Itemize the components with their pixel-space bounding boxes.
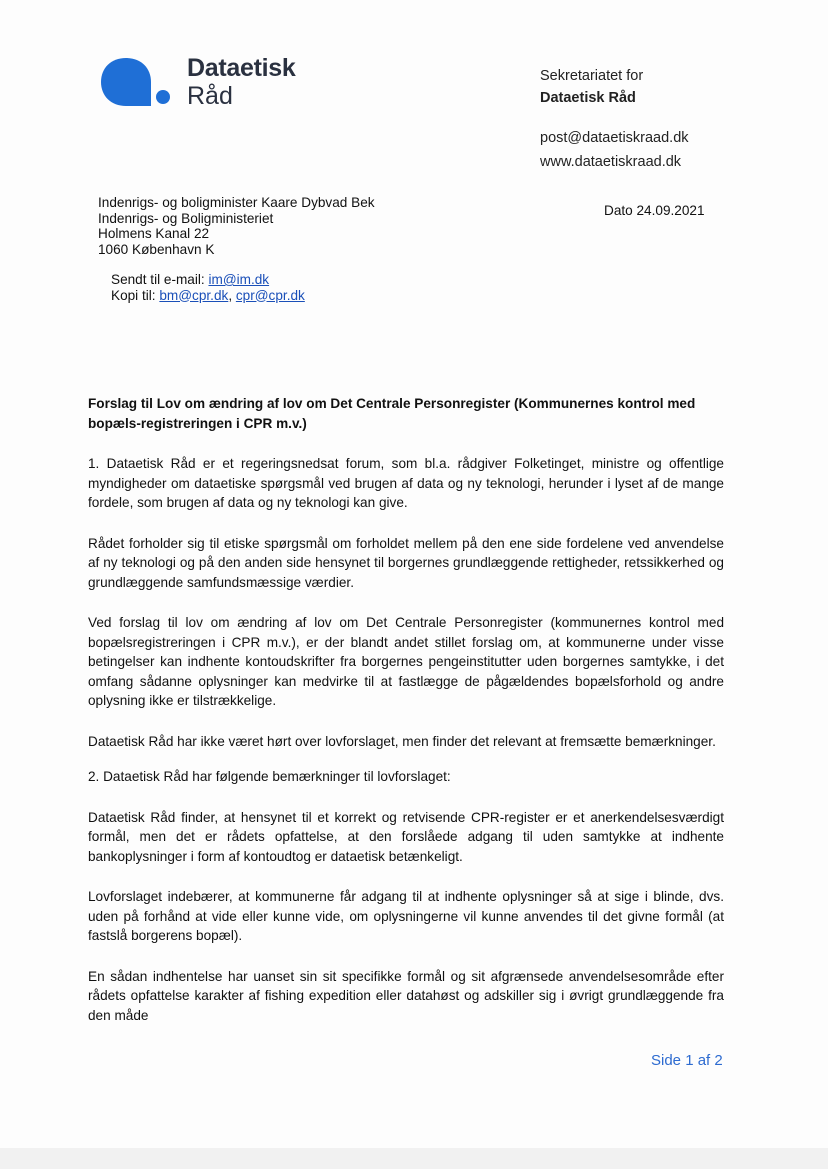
paragraph: En sådan indhentelse har uanset sin sit specifikke formål og sit afgrænsede anvendelsesområde efter rådets opfattelse karakter af fishing expedition eller datahøst og adskiller sig i øvrigt grundlæggende fra den måde xyxy=(88,968,724,1023)
letter-body xyxy=(88,394,724,1046)
sender-website: www.dataetiskraad.dk xyxy=(540,154,682,170)
sender-contact xyxy=(540,126,689,174)
dataetisk-raad-logo xyxy=(99,52,329,114)
scan-edge-shade xyxy=(0,1148,828,1169)
logo-dot-icon xyxy=(156,90,170,104)
recipient-street: Holmens Kanal 22 xyxy=(98,226,210,241)
paragraph: 2. Dataetisk Råd har følgende bemærkninger til lovforslaget: xyxy=(88,769,451,784)
recipient-name: Indenrigs- og boligminister Kaare Dybvad Bek xyxy=(98,195,375,210)
sent-label: Sendt til e-mail: xyxy=(111,272,205,287)
paragraph: Dataetisk Råd finder, at hensynet til et korrekt og retvisende CPR-register er et anerkendelsesværdigt formål, men det er rådets opfattelse, at den forslåede adgang til uden samtykke at indhente bankoplysninger i form af kontoudtog er dataetisk betænkeligt. xyxy=(88,809,724,864)
logo-subtitle: Råd xyxy=(187,82,233,110)
paragraph: Rådet forholder sig til etiske spørgsmål om forholdet mellem på den ene side fordelene ved anvendelse af ny teknologi og på den anden side hensynet til borgernes grundlæggende rettigheder, retssikkerhed og grundlæggende samfundsmæssige værdier. xyxy=(88,535,724,590)
copy-line xyxy=(111,288,305,304)
copy-separator: , xyxy=(228,287,233,303)
page-number: Side 1 af 2 xyxy=(651,1052,723,1069)
paragraph: 1. Dataetisk Råd er et regeringsnedsat forum, som bl.a. rådgiver Folketinget, ministre og offentlige myndigheder om dataetiske spørgsmål ved brugen af data og ny teknologi, herunder i lyset af de mange fordele, som brugen af data og ny teknologi kan give. xyxy=(88,456,724,510)
sender-line-2: Dataetisk Råd xyxy=(540,90,636,106)
recipient-ministry: Indenrigs- og Boligministeriet xyxy=(98,210,274,226)
paragraph: Lovforslaget indebærer, at kommunerne får adgang til at indhente oplysninger så at sige i blinde, dvs. uden på forhånd at vide eller kunne vide, om oplysningerne vil kunne anvendes til det givne formål (at fastslå borgerens bopæl). xyxy=(88,889,724,943)
paragraph: Dataetisk Råd har ikke været hørt over lovforslaget, men finder det relevant at fremsætte bemærkninger. xyxy=(88,733,716,749)
sender-email: post@dataetiskraad.dk xyxy=(540,130,689,146)
letter-title: Forslag til Lov om ændring af lov om Det Centrale Personregister (Kommunernes kontrol med bopæls-registreringen i CPR m.v.) xyxy=(88,396,696,431)
letter-date: Dato 24.09.2021 xyxy=(604,203,705,218)
paragraph: Ved forslag til lov om ændring af lov om Det Centrale Personregister (kommunernes kontrol med bopælsregistreringen i CPR m.v.), er der blandt andet stillet forslag om, at kommunerne under visse betingelser kan indhente kontoudskrifter fra borgernes pengeinstitutter uden borgernes samtykke, i det omfang sådanne oplysninger kan medvirke til at fastlægge de pågældendes bopælsforhold og andre oplysning ikke er tilstrækkelige. xyxy=(88,615,724,708)
recipient-address xyxy=(98,195,375,257)
sent-line xyxy=(111,272,305,288)
logo-blob-icon xyxy=(99,56,153,108)
sender-block xyxy=(540,65,643,109)
sender-line-1: Sekretariatet for xyxy=(540,68,644,84)
sent-to-block xyxy=(111,272,305,303)
sent-email-link[interactable]: im@im.dk xyxy=(208,272,270,287)
recipient-city: 1060 København K xyxy=(98,241,215,257)
copy-label: Kopi til: xyxy=(111,287,156,303)
copy-email-link-1[interactable]: bm@cpr.dk xyxy=(159,287,229,303)
logo-name: Dataetisk xyxy=(187,54,296,82)
copy-email-link-2[interactable]: cpr@cpr.dk xyxy=(235,287,305,303)
